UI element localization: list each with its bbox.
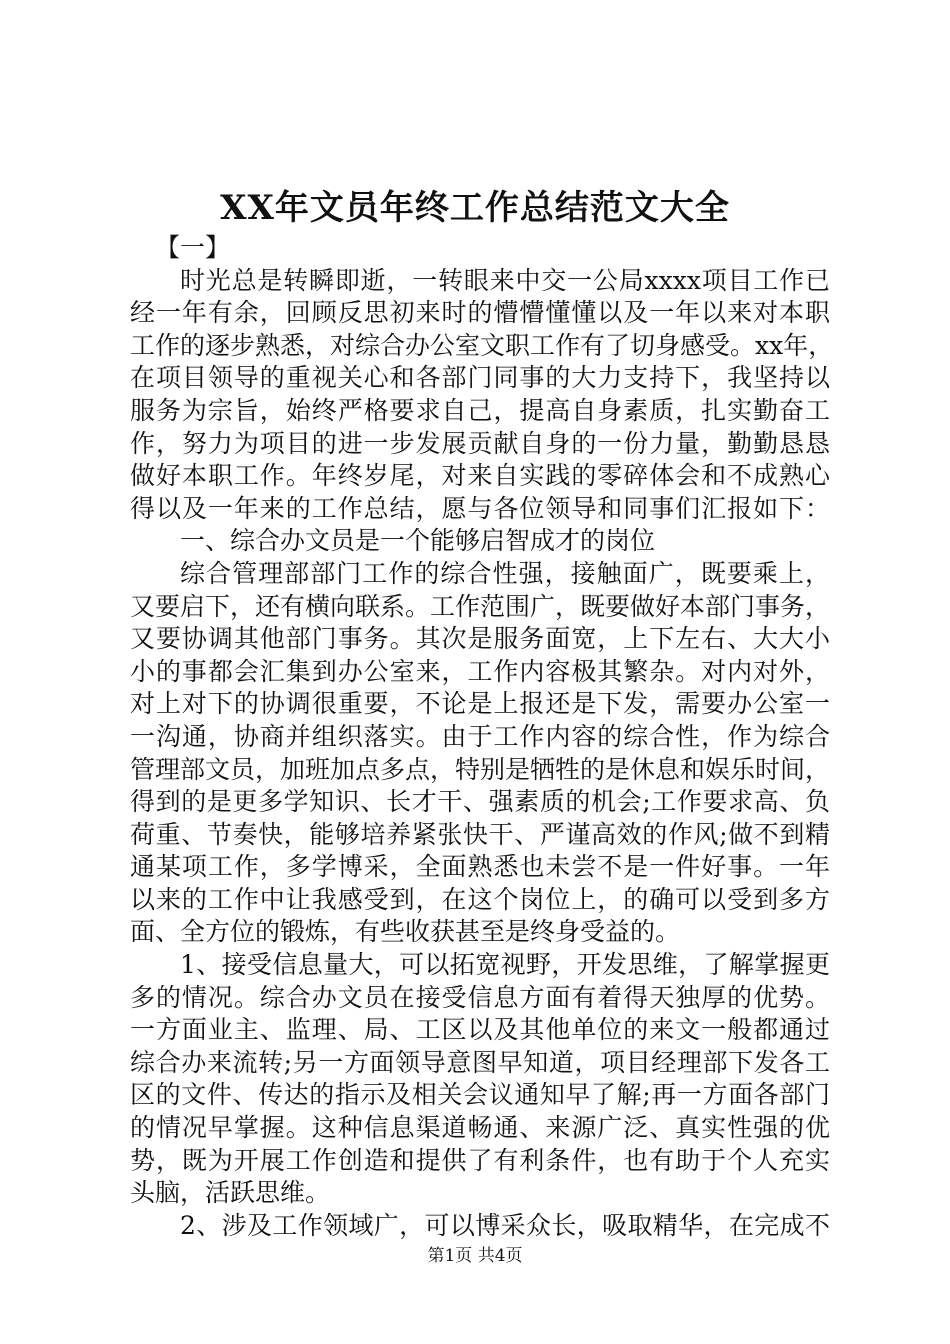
text-line: 1、接受信息量大，可以拓宽视野，开发思维，了解掌握更 (180, 950, 830, 980)
text-line: 多的情况。综合办文员在接受信息方面有着得天独厚的优势。 (130, 982, 830, 1012)
text-line: 作，努力为项目的进一步发展贡献自身的一份力量，勤勤恳恳 (130, 428, 830, 458)
text-line: 通某项工作，多学博采，全面熟悉也未尝不是一件好事。一年 (130, 852, 830, 882)
text-line: 区的文件、传达的指示及相关会议通知早了解;再一方面各部门 (130, 1080, 830, 1110)
page-footer: 第1页 共4页 (427, 1246, 523, 1266)
subsection-heading: 一、综合办文员是一个能够启智成才的岗位 (180, 526, 656, 556)
text-line: 在项目领导的重视关心和各部门同事的大力支持下，我坚持以 (130, 363, 830, 393)
document-title: XX年文员年终工作总结范文大全 (220, 188, 730, 228)
text-line: 得到的是更多学知识、长才干、强素质的机会;工作要求高、负 (130, 787, 830, 817)
text-line: 经一年有余，回顾反思初来时的懵懵懂懂以及一年以来对本职 (130, 298, 830, 328)
text-line: 一沟通，协商并组织落实。由于工作内容的综合性，作为综合 (130, 721, 830, 751)
document-body (130, 232, 834, 1242)
section-heading: 【一】 (155, 233, 231, 262)
text-line: 的情况早掌握。这种信息渠道畅通、来源广泛、真实性强的优 (130, 1113, 830, 1143)
text-line: 势，既为开展工作创造和提供了有利条件，也有助于个人充实 (130, 1145, 830, 1175)
text-line: 做好本职工作。年终岁尾，对来自实践的零碎体会和不成熟心 (130, 461, 830, 491)
text-line: 工作的逐步熟悉，对综合办公室文职工作有了切身感受。xx年， (130, 330, 834, 360)
text-line: 一方面业主、监理、局、工区以及其他单位的来文一般都通过 (130, 1015, 830, 1045)
text-line: 管理部文员，加班加点多点，特别是牺牲的是休息和娱乐时间， (130, 754, 831, 784)
text-line: 头脑，活跃思维。 (130, 1178, 331, 1208)
text-line: 面、全方位的锻炼，有些收获甚至是终身受益的。 (130, 917, 681, 947)
text-line: 荷重、节奏快，能够培养紧张快干、严谨高效的作风;做不到精 (130, 819, 830, 849)
text-line: 小的事都会汇集到办公室来，工作内容极其繁杂。对内对外， (130, 656, 830, 686)
text-line: 得以及一年来的工作总结，愿与各位领导和同事们汇报如下： (130, 493, 830, 523)
text-line: 以来的工作中让我感受到，在这个岗位上，的确可以受到多方 (130, 884, 830, 914)
text-line: 对上对下的协调很重要，不论是上报还是下发，需要办公室一 (130, 689, 830, 719)
text-line: 又要协调其他部门事务。其次是服务面宽，上下左右、大大小 (130, 624, 830, 654)
text-line: 综合办来流转;另一方面领导意图早知道，项目经理部下发各工 (130, 1047, 830, 1077)
text-line: 综合管理部部门工作的综合性强，接触面广，既要乘上， (180, 558, 830, 588)
text-line: 2、涉及工作领域广，可以博采众长，吸取精华，在完成不 (180, 1210, 830, 1240)
text-line: 又要启下，还有横向联系。工作范围广，既要做好本部门事务， (130, 591, 831, 621)
text-line: 服务为宗旨，始终严格要求自己，提高自身素质，扎实勤奋工 (130, 395, 830, 425)
text-line: 时光总是转瞬即逝，一转眼来中交一公局xxxx项目工作已 (180, 265, 830, 295)
